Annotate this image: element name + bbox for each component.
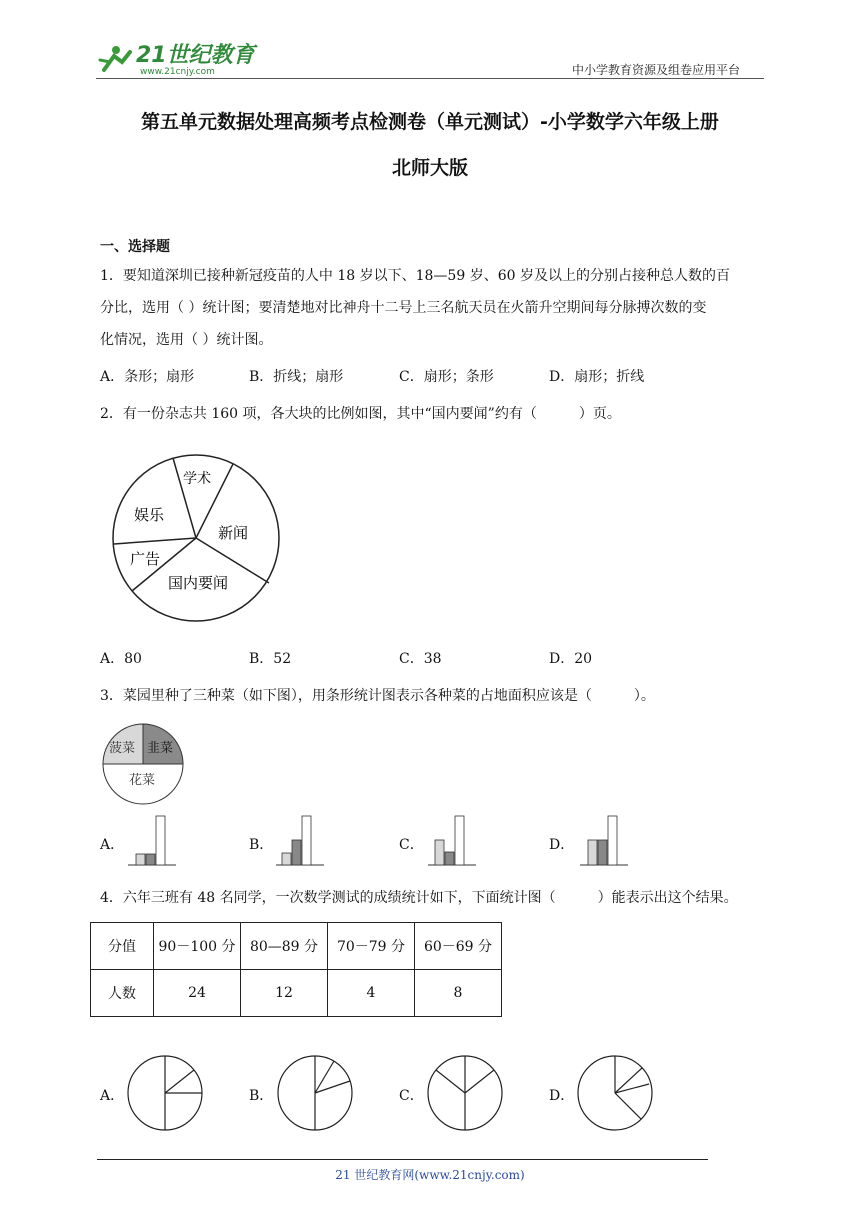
table-cell: 90－100 分 <box>154 923 241 970</box>
svg-text:菠菜: 菠菜 <box>109 741 136 756</box>
page-title-line1: 第五单元数据处理高频考点检测卷（单元测试）-小学数学六年级上册 <box>141 111 719 133</box>
site-logo <box>96 38 266 78</box>
table-row-header: 人数 <box>91 970 154 1017</box>
q2-option-c[interactable]: C．38 <box>399 651 442 667</box>
table-cell: 12 <box>241 970 328 1017</box>
q3-option-c[interactable]: C． <box>399 837 424 853</box>
q3-bar-c[interactable] <box>428 812 478 872</box>
page-title-line2: 北师大版 <box>391 157 468 179</box>
footer-link[interactable]: 21 世纪教育网(www.21cnjy.com) <box>335 1168 525 1182</box>
footer-divider <box>97 1159 708 1160</box>
q2-option-d[interactable]: D．20 <box>549 651 593 667</box>
q4-option-c[interactable]: C． <box>399 1088 424 1104</box>
table-cell: 4 <box>328 970 415 1017</box>
pie-label-guanggao: 广告 <box>130 550 161 568</box>
svg-text:韭菜: 韭菜 <box>147 741 174 756</box>
q4-pie-b[interactable] <box>276 1054 354 1136</box>
table-cell: 60－69 分 <box>415 923 502 970</box>
q2-option-a[interactable]: A．80 <box>100 651 142 667</box>
section-heading: 一、选择题 <box>100 239 170 255</box>
q4-option-d[interactable]: D． <box>549 1088 575 1104</box>
svg-text:www.21cnjy.com: www.21cnjy.com <box>140 67 215 77</box>
q4-option-a[interactable]: A． <box>100 1088 125 1104</box>
q3-bar-b[interactable] <box>276 812 326 872</box>
svg-text:花菜: 花菜 <box>129 773 156 788</box>
q4-option-b[interactable]: B． <box>249 1088 274 1104</box>
q2-text: 2．有一份杂志共 160 项，各大块的比例如图，其中“国内要闻”约有（ ）页。 <box>100 406 621 422</box>
q3-option-b[interactable]: B． <box>249 837 274 853</box>
q2-option-b[interactable]: B．52 <box>249 651 292 667</box>
q3-option-a[interactable]: A． <box>100 837 125 853</box>
q1-option-a[interactable]: A．条形；扇形 <box>100 369 195 385</box>
q4-pie-a[interactable] <box>126 1054 204 1136</box>
q1-option-c[interactable]: C．扇形；条形 <box>399 369 494 385</box>
table-row <box>91 923 502 970</box>
score-table <box>90 922 502 1017</box>
q1-line1: 1．要知道深圳已接种新冠疫苗的人中 18 岁以下、18—59 岁、60 岁及以上的分别占接种总人数的百 <box>100 268 730 284</box>
table-row-header: 分值 <box>91 923 154 970</box>
q4-pie-d[interactable] <box>576 1054 654 1136</box>
q1-line2: 分比，选用（ ）统计图；要清楚地对比神舟十二号上三名航天员在火箭升空期间每分脉搏次数的变 <box>100 300 707 316</box>
table-cell: 24 <box>154 970 241 1017</box>
q3-bar-d[interactable] <box>580 812 630 872</box>
q3-text: 3．菜园里种了三种菜（如下图），用条形统计图表示各种菜的占地面积应该是（ ）。 <box>100 688 655 704</box>
pie-label-xueshu: 学术 <box>183 471 211 487</box>
q4-pie-c[interactable] <box>426 1054 504 1136</box>
q3-vegetable-pie <box>101 722 185 810</box>
q1-option-b[interactable]: B．折线；扇形 <box>249 369 344 385</box>
q4-text: 4．六年三班有 48 名同学，一次数学测试的成绩统计如下，下面统计图（ ）能表示出这个结果。 <box>100 890 738 906</box>
q3-bar-a[interactable] <box>128 812 178 872</box>
table-cell: 80—89 分 <box>241 923 328 970</box>
header-divider <box>96 78 764 79</box>
table-cell: 8 <box>415 970 502 1017</box>
q1-option-d[interactable]: D．扇形；折线 <box>549 369 645 385</box>
q3-option-d[interactable]: D． <box>549 837 575 853</box>
table-cell: 70－79 分 <box>328 923 415 970</box>
q1-line3: 化情况，选用（ ）统计图。 <box>100 332 273 348</box>
pie-label-yule: 娱乐 <box>134 506 165 524</box>
table-row <box>91 970 502 1017</box>
q2-pie-chart <box>110 452 282 628</box>
svg-text:21世纪教育: 21世纪教育 <box>136 43 255 68</box>
pie-label-guoneiyaowen: 国内要闻 <box>168 574 229 592</box>
pie-label-xinwen: 新闻 <box>218 524 249 542</box>
platform-name: 中小学教育资源及组卷应用平台 <box>572 63 741 77</box>
